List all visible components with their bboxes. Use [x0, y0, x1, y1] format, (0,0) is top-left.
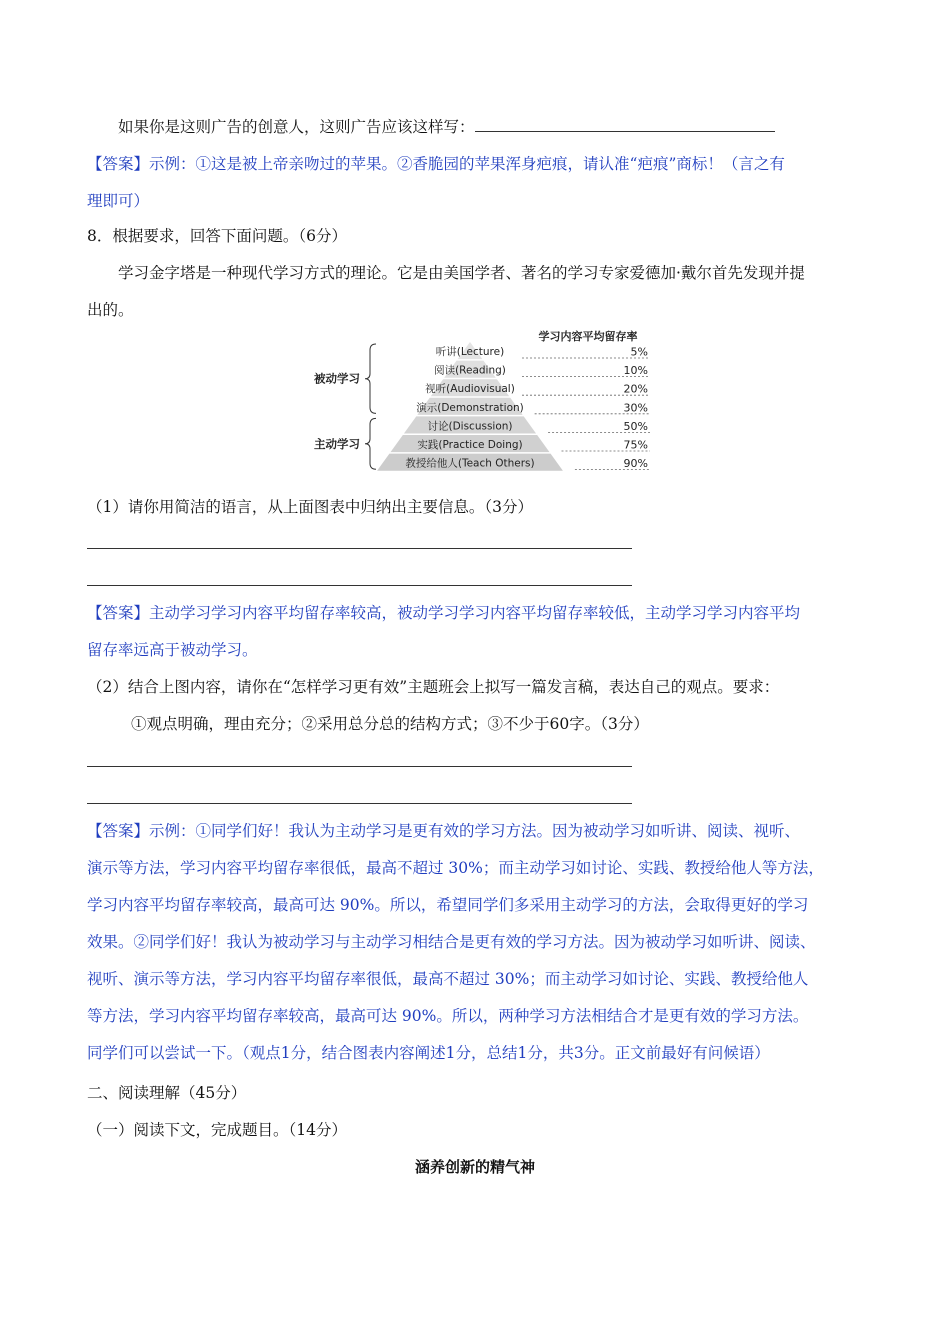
answer-blank-line[interactable] [87, 585, 632, 586]
q8-answer1-cont: 留存率远高于被动学习。 [87, 641, 258, 659]
pyramid-level-label: 听讲(Lecture) [435, 346, 505, 358]
section-title: 二、阅读理解（45分） [87, 1084, 247, 1102]
q8-answer2-line: 同学们可以尝试一下。（观点1分，结合图表内容阐述1分，总结1分，共3分。正文前最好有问候语） [87, 1044, 770, 1062]
pyramid-level-label: 讨论(Discussion) [427, 420, 513, 433]
q7-answer-text: 示例：①这是被上帝亲吻过的苹果。②香脆园的苹果浑身疤痕，请认准“疤痕”商标！（言之有 [149, 155, 785, 173]
answer-blank-line[interactable] [87, 548, 632, 549]
chart-title: 学习内容平均留存率 [538, 330, 638, 343]
group-brace [365, 418, 376, 469]
pyramid-value-label: 20% [623, 382, 648, 396]
group-label-active: 主动学习 [314, 436, 360, 451]
pyramid-level-label: 视听(Audiovisual) [425, 383, 515, 396]
pyramid-level-label: 实践(Practice Doing) [417, 439, 523, 451]
answer-tag: 【答案】 [87, 604, 150, 622]
pyramid-value-label: 30% [623, 401, 648, 415]
q8-sub2-req: ①观点明确，理由充分；②采用总分总的结构方式；③不少于60字。（3分） [131, 715, 649, 733]
pyramid-value-label: 75% [623, 438, 648, 452]
q7-answer-cont: 理即可） [87, 192, 150, 210]
pyramid-groups [314, 344, 376, 469]
q8-answer2-line: 学习内容平均留存率较高，最高可达 90%。所以，希望同学们多采用主动学习的方法，会取得更好的学习 [87, 896, 809, 914]
pyramid-level-label: 阅读(Reading) [434, 364, 506, 377]
q8-sub1: （1）请你用简洁的语言，从上面图表中归纳出主要信息。（3分） [87, 498, 533, 516]
q8-answer2-line: 等方法，学习内容平均留存率较高，最高可达 90%。所以，两种学习方法相结合才是更有效的学习方法。 [87, 1007, 809, 1025]
pyramid-labels [405, 345, 534, 470]
q8-answer2-line: 效果。②同学们好！我认为被动学习与主动学习相结合是更有效的学习方法。因为被动学习如听讲、阅读、 [87, 933, 816, 951]
reading-part-title: （一）阅读下文，完成题目。（14分） [87, 1121, 347, 1139]
q7-answer [87, 154, 785, 174]
pyramid-value-label: 90% [623, 457, 648, 471]
answer-tag: 【答案】 [87, 822, 150, 840]
answer-tag: 【答案】 [87, 155, 150, 173]
q7-answer-blank[interactable] [475, 117, 775, 132]
q8-answer1 [87, 603, 800, 623]
pyramid-value-label: 5% [630, 345, 648, 359]
q8-answer1-text: 主动学习学习内容平均留存率较高，被动学习学习内容平均留存率较低，主动学习学习内容平均 [149, 604, 801, 622]
pyramid-value-label: 10% [623, 364, 648, 378]
learning-pyramid-chart [298, 326, 658, 476]
group-label-passive: 被动学习 [314, 371, 360, 386]
q8-intro: 学习金字塔是一种现代学习方式的理论。它是由美国学者、著名的学习专家爱德加·戴尔首先发现并提 [118, 264, 805, 282]
q8-answer2 [87, 821, 800, 841]
q8-answer2-line: 视听、演示等方法，学习内容平均留存率很低，最高不超过 30%；而主动学习如讨论、实践、教授给他人 [87, 970, 809, 988]
pyramid-level-label: 演示(Demonstration) [416, 401, 524, 414]
q8-title: 8．根据要求，回答下面问题。（6分） [87, 227, 347, 245]
answer-blank-line[interactable] [87, 766, 632, 767]
pyramid-level-label: 教授给他人(Teach Others) [405, 457, 535, 470]
article-title: 涵养创新的精气神 [414, 1158, 535, 1176]
q8-answer2-line: 演示等方法，学习内容平均留存率很低，最高不超过 30%；而主动学习如讨论、实践、教授给他人等方法， [87, 859, 824, 877]
group-brace [365, 344, 376, 413]
q8-sub2: （2）结合上图内容，请你在“怎样学习更有效”主题班会上拟写一篇发言稿，表达自己的观点。要求： [87, 678, 780, 696]
q7-prompt-text: 如果你是这则广告的创意人，这则广告应该这样写： [118, 118, 475, 136]
answer-blank-line[interactable] [87, 803, 632, 804]
q8-answer2-line: 示例：①同学们好！我认为主动学习是更有效的学习方法。因为被动学习如听讲、阅读、视听、 [149, 822, 801, 840]
q7-prompt [118, 117, 775, 137]
pyramid-value-label: 50% [623, 419, 648, 433]
q8-intro-cont: 出的。 [87, 301, 134, 319]
